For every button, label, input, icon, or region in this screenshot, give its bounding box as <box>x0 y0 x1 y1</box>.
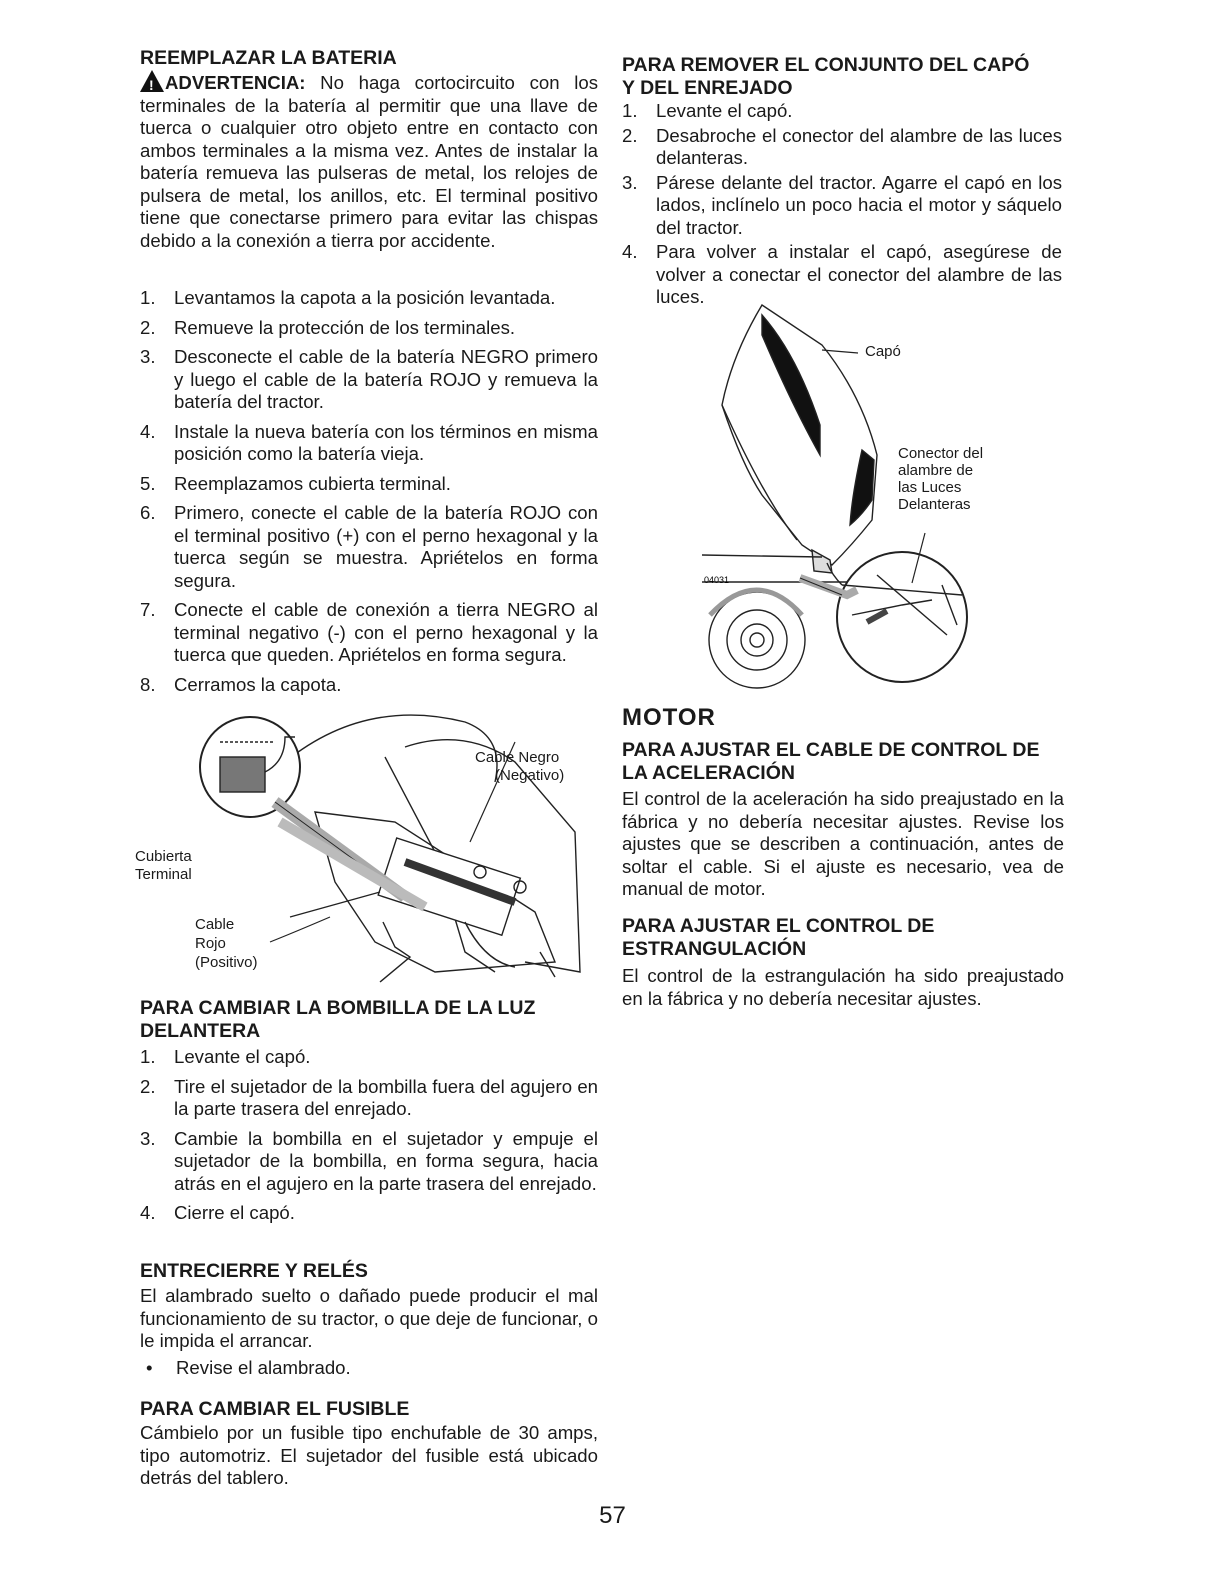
list-item-text: Desconecte el cable de la batería NEGRO primero y luego el cable de la batería ROJO y remueva la batería del tractor. <box>174 346 598 412</box>
battery-steps-list <box>140 287 598 703</box>
bulb-heading-line2: DELANTERA <box>140 1020 261 1042</box>
list-item-text: Levantamos la capota a la posición levantada. <box>174 287 556 308</box>
choke-text: El control de la estrangulación ha sido preajustado en la fábrica y no debería necesitar ajustes. <box>622 965 1064 1009</box>
label-conector-line2: alambre de <box>898 462 974 479</box>
list-item-text: Levante el capó. <box>174 1046 311 1067</box>
list-item-number: 3. <box>140 1127 156 1149</box>
list-item-number: 3. <box>140 346 156 367</box>
motor-heading: MOTOR <box>622 704 716 731</box>
fuse-heading: PARA CAMBIAR EL FUSIBLE <box>140 1398 410 1420</box>
label-rojo: Rojo <box>195 935 226 952</box>
list-item <box>622 172 1062 240</box>
warning-paragraph <box>140 70 598 252</box>
label-cable-negro: Cable Negro <box>475 749 560 766</box>
warning-label: ADVERTENCIA: <box>165 72 306 93</box>
throttle-text: El control de la aceleración ha sido preajustado en la fábrica y no debería necesitar ajustes. Revise los ajustes que se describen a continuación, antes de soltar el cable. Si el ajuste es necesario, vea de manual de motor. <box>622 788 1064 899</box>
list-item <box>140 1128 598 1196</box>
hood-figure <box>702 295 1092 690</box>
list-item-number: 7. <box>140 599 156 620</box>
label-cubierta: Cubierta <box>135 848 192 865</box>
list-item-text: Desabroche el conector del alambre de las luces delanteras. <box>656 124 1062 168</box>
list-item-text: Cambie la bombilla en el sujetador y empuje el sujetador de la bombilla, en forma segura, hacia atrás en el agujero en la parte trasera del enrejado. <box>174 1127 598 1194</box>
list-item-text: Párese delante del tractor. Agarre el capó en los lados, inclínelo un poco hacia el motor y sáquelo del tractor. <box>656 171 1062 238</box>
label-conector-line1: Conector del <box>898 445 984 462</box>
list-item <box>622 100 1062 123</box>
list-item: • Revise el alambrado. <box>146 1357 351 1378</box>
label-conector-line4: Delanteras <box>898 496 971 513</box>
label-terminal: Terminal <box>135 866 192 883</box>
list-item-number: 2. <box>140 1075 156 1097</box>
interlock-bullet-list <box>140 1357 598 1380</box>
choke-heading-line1: PARA AJUSTAR EL CONTROL DE <box>622 915 935 937</box>
throttle-heading-line2: LA ACELERACIÓN <box>622 762 795 784</box>
list-item-text: Reemplazamos cubierta terminal. <box>174 472 451 494</box>
list-item <box>622 125 1062 170</box>
list-item-number: 2. <box>140 316 156 338</box>
list-item-number: 8. <box>140 673 156 695</box>
list-item <box>140 346 598 414</box>
label-conector-line3: las Luces <box>898 479 962 496</box>
figure-code: 04031 <box>704 575 730 585</box>
list-item-number: 4. <box>140 420 156 442</box>
bulb-steps-list <box>140 1046 598 1232</box>
list-item <box>140 599 598 667</box>
list-item <box>140 421 598 466</box>
list-item <box>140 287 598 310</box>
list-item-text: Instale la nueva batería con los términos en misma posición como la batería vieja. <box>174 420 598 464</box>
list-item-text: Primero, conecte el cable de la batería ROJO con el terminal positivo (+) con el perno hexagonal y la tuerca según se muestra. Apriételos en forma segura. <box>174 502 598 591</box>
fuse-text: Cámbielo por un fusible tipo enchufable de 30 amps, tipo automotriz. El sujetador del fusible está ubicado detrás del tablero. <box>140 1422 598 1488</box>
page-number: 57 <box>599 1502 626 1529</box>
label-cable: Cable <box>195 916 235 933</box>
throttle-heading-line1: PARA AJUSTAR EL CABLE DE CONTROL DE <box>622 739 1040 761</box>
list-item-text: Cerramos la capota. <box>174 673 342 695</box>
warning-text: No haga cortocircuito con los terminales de la batería al permitir que una llave de tuerca o cualquier otro objeto entre en contacto con ambos terminales a la misma vez. Antes de instalar la batería remueva las pulseras de metal, los relojes de pulsera de metal, los anillos, etc. El terminal positivo tiene que conectarse primero para evitar las chispas debido a la conexión a tierra por accidente. <box>140 72 598 251</box>
list-item-text: Conecte el cable de conexión a tierra NEGRO al terminal negativo (-) con el perno hexagonal y la tuerca que queden. Apriételos en forma segura. <box>174 599 598 665</box>
list-item <box>140 1202 598 1225</box>
list-item-number: 4. <box>622 241 638 262</box>
interlock-heading: ENTRECIERRE Y RELÉS <box>140 1260 368 1282</box>
hood-heading-line2: Y DEL ENREJADO <box>622 77 793 99</box>
list-item-number: 1. <box>140 287 156 308</box>
bulb-heading-line1: PARA CAMBIAR LA BOMBILLA DE LA LUZ <box>140 997 536 1019</box>
list-item-number: 6. <box>140 502 156 523</box>
choke-heading-line2: ESTRANGULACIÓN <box>622 938 807 960</box>
battery-figure <box>135 702 605 992</box>
list-item-text: Levante el capó. <box>656 100 793 121</box>
list-item-text: Para volver a instalar el capó, asegúrese de volver a conectar el conector del alambre de las luces. <box>656 241 1062 307</box>
list-item <box>140 1046 598 1069</box>
warning-icon <box>140 70 164 92</box>
hood-steps-list <box>622 100 1062 311</box>
list-item-number: 1. <box>622 100 638 121</box>
list-item-number: 1. <box>140 1046 156 1067</box>
list-item-number: 3. <box>622 171 638 193</box>
bullet-icon: • <box>146 1357 153 1378</box>
list-item <box>140 473 598 496</box>
list-item-number: 5. <box>140 472 156 494</box>
hood-heading-line1: PARA REMOVER EL CONJUNTO DEL CAPÓ <box>622 54 1030 76</box>
list-item <box>140 502 598 592</box>
battery-heading: REEMPLAZAR LA BATERIA <box>140 47 397 69</box>
label-capo: Capó <box>865 343 901 360</box>
interlock-text: El alambrado suelto o dañado puede producir el mal funcionamiento de su tractor, o que deje de funcionar, o le impida el arrancar. <box>140 1285 598 1351</box>
label-positivo: (Positivo) <box>195 954 258 971</box>
list-item <box>140 674 598 697</box>
list-item-number: 4. <box>140 1202 156 1223</box>
list-item-number: 2. <box>622 124 638 146</box>
list-item-text: Cierre el capó. <box>174 1202 295 1223</box>
label-negativo: (Negativo) <box>495 767 565 784</box>
list-item-text: Remueve la protección de los terminales. <box>174 316 516 338</box>
list-item <box>140 317 598 340</box>
list-item <box>140 1076 598 1121</box>
list-item-text: Tire el sujetador de la bombilla fuera del agujero en la parte trasera del enrejado. <box>174 1075 598 1119</box>
